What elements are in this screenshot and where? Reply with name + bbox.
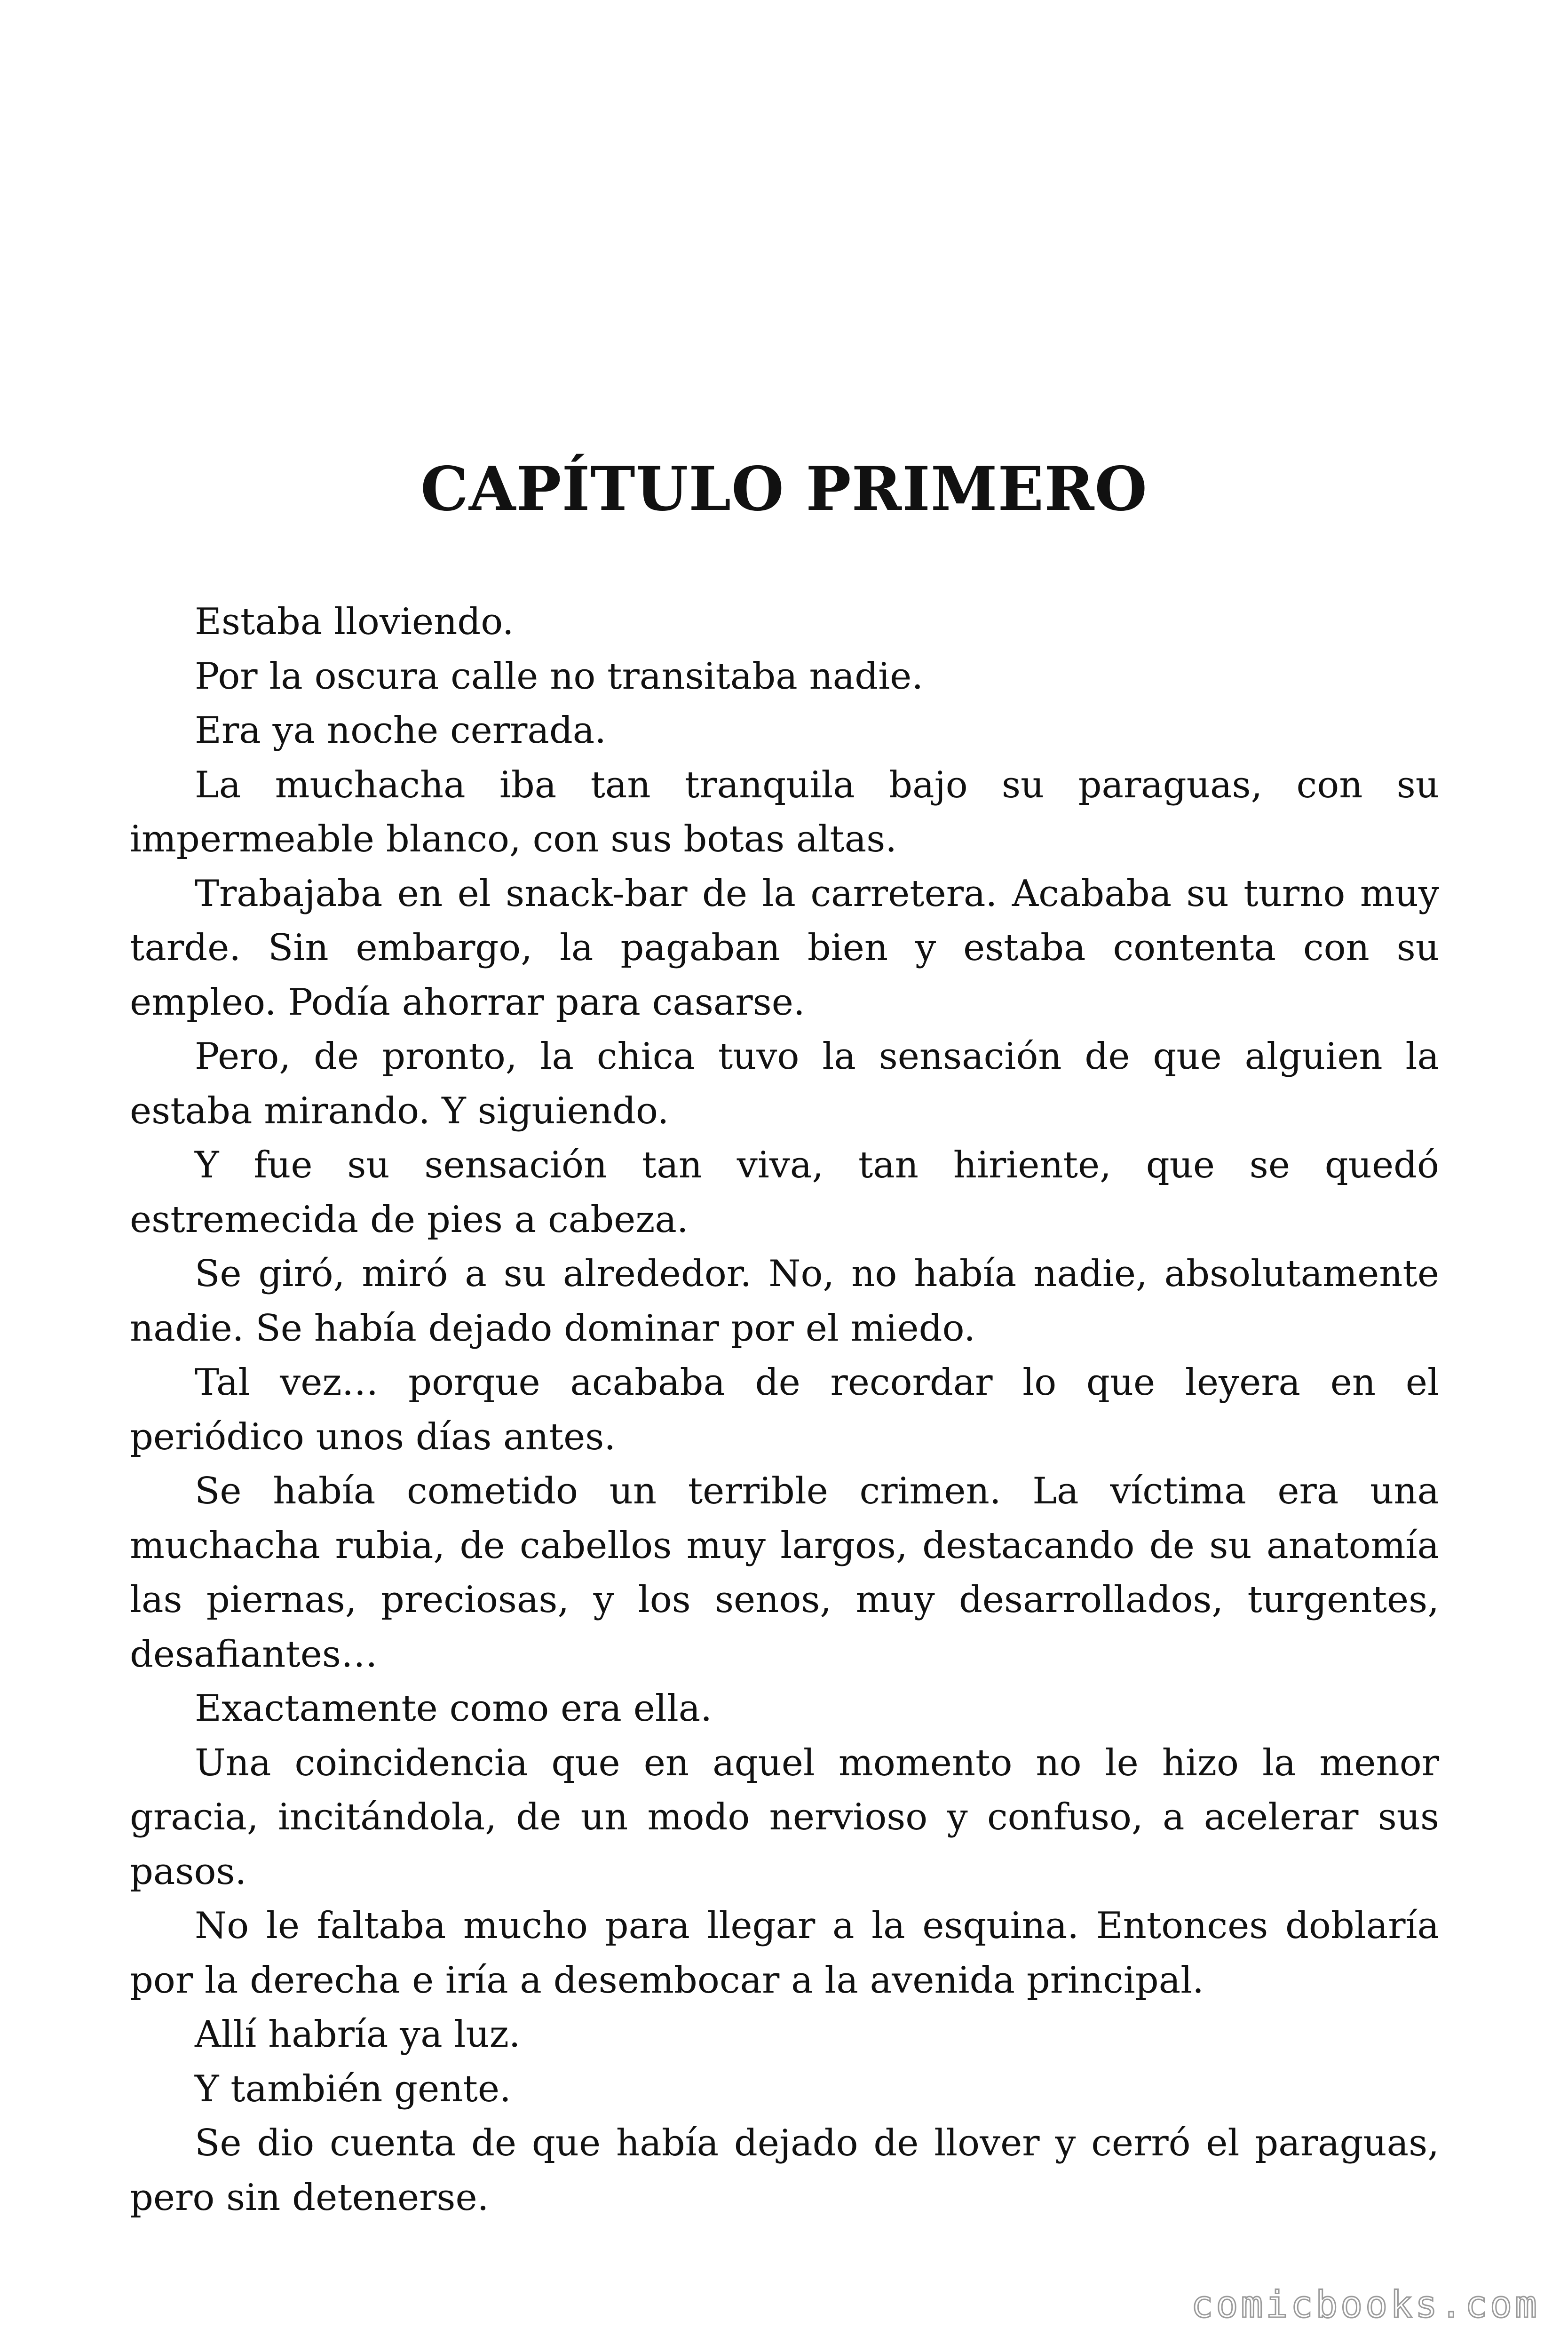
paragraph: Exactamente como era ella. (195, 1687, 713, 1730)
paragraph: Tal vez… porque acababa de recordar lo que leyera en el periódico unos días antes. (130, 1361, 1439, 1458)
paragraph: Se giró, miró a su alrededor. No, no había nadie, absolutamente nadie. Se había dejado dominar por el miedo. (130, 1253, 1439, 1350)
paragraph: La muchacha iba tan tranquila bajo su paraguas, con su impermeable blanco, con sus botas altas. (130, 763, 1439, 860)
watermark-text: comicbooks.com (1191, 2284, 1540, 2326)
paragraph: Y fue su sensación tan viva, tan hiriente, que se quedó estremecida de pies a cabeza. (130, 1144, 1439, 1241)
paragraph: Allí habría ya luz. (195, 2013, 521, 2056)
paragraph: No le faltaba mucho para llegar a la esquina. Entonces doblaría por la derecha e iría a desembocar a la avenida principal. (130, 1905, 1439, 2002)
paragraph: Por la oscura calle no transitaba nadie. (195, 655, 924, 698)
paragraph: Se había cometido un terrible crimen. La víctima era una muchacha rubia, de cabellos muy largos, destacando de su anatomía las piernas, preciosas, y los senos, muy desarrollados, turgentes, desafiantes… (130, 1470, 1439, 1676)
chapter-title: CAPÍTULO PRIMERO (420, 454, 1148, 524)
paragraph: Y también gente. (195, 2067, 511, 2110)
paragraph: Se dio cuenta de que había dejado de llover y cerró el paraguas, pero sin detenerse. (130, 2122, 1439, 2219)
paragraph: Estaba lloviendo. (195, 601, 514, 643)
paragraph: Era ya noche cerrada. (195, 709, 607, 752)
paragraph: Una coincidencia que en aquel momento no le hizo la menor gracia, incitándola, de un modo nervioso y confuso, a acelerar sus pasos. (130, 1741, 1439, 1893)
chapter-body (130, 595, 1439, 2225)
paragraph: Trabajaba en el snack-bar de la carretera. Acababa su turno muy tarde. Sin embargo, la pagaban bien y estaba contenta con su empleo. Podía ahorrar para casarse. (130, 872, 1439, 1024)
paragraph: Pero, de pronto, la chica tuvo la sensación de que alguien la estaba mirando. Y siguiendo. (130, 1035, 1439, 1132)
